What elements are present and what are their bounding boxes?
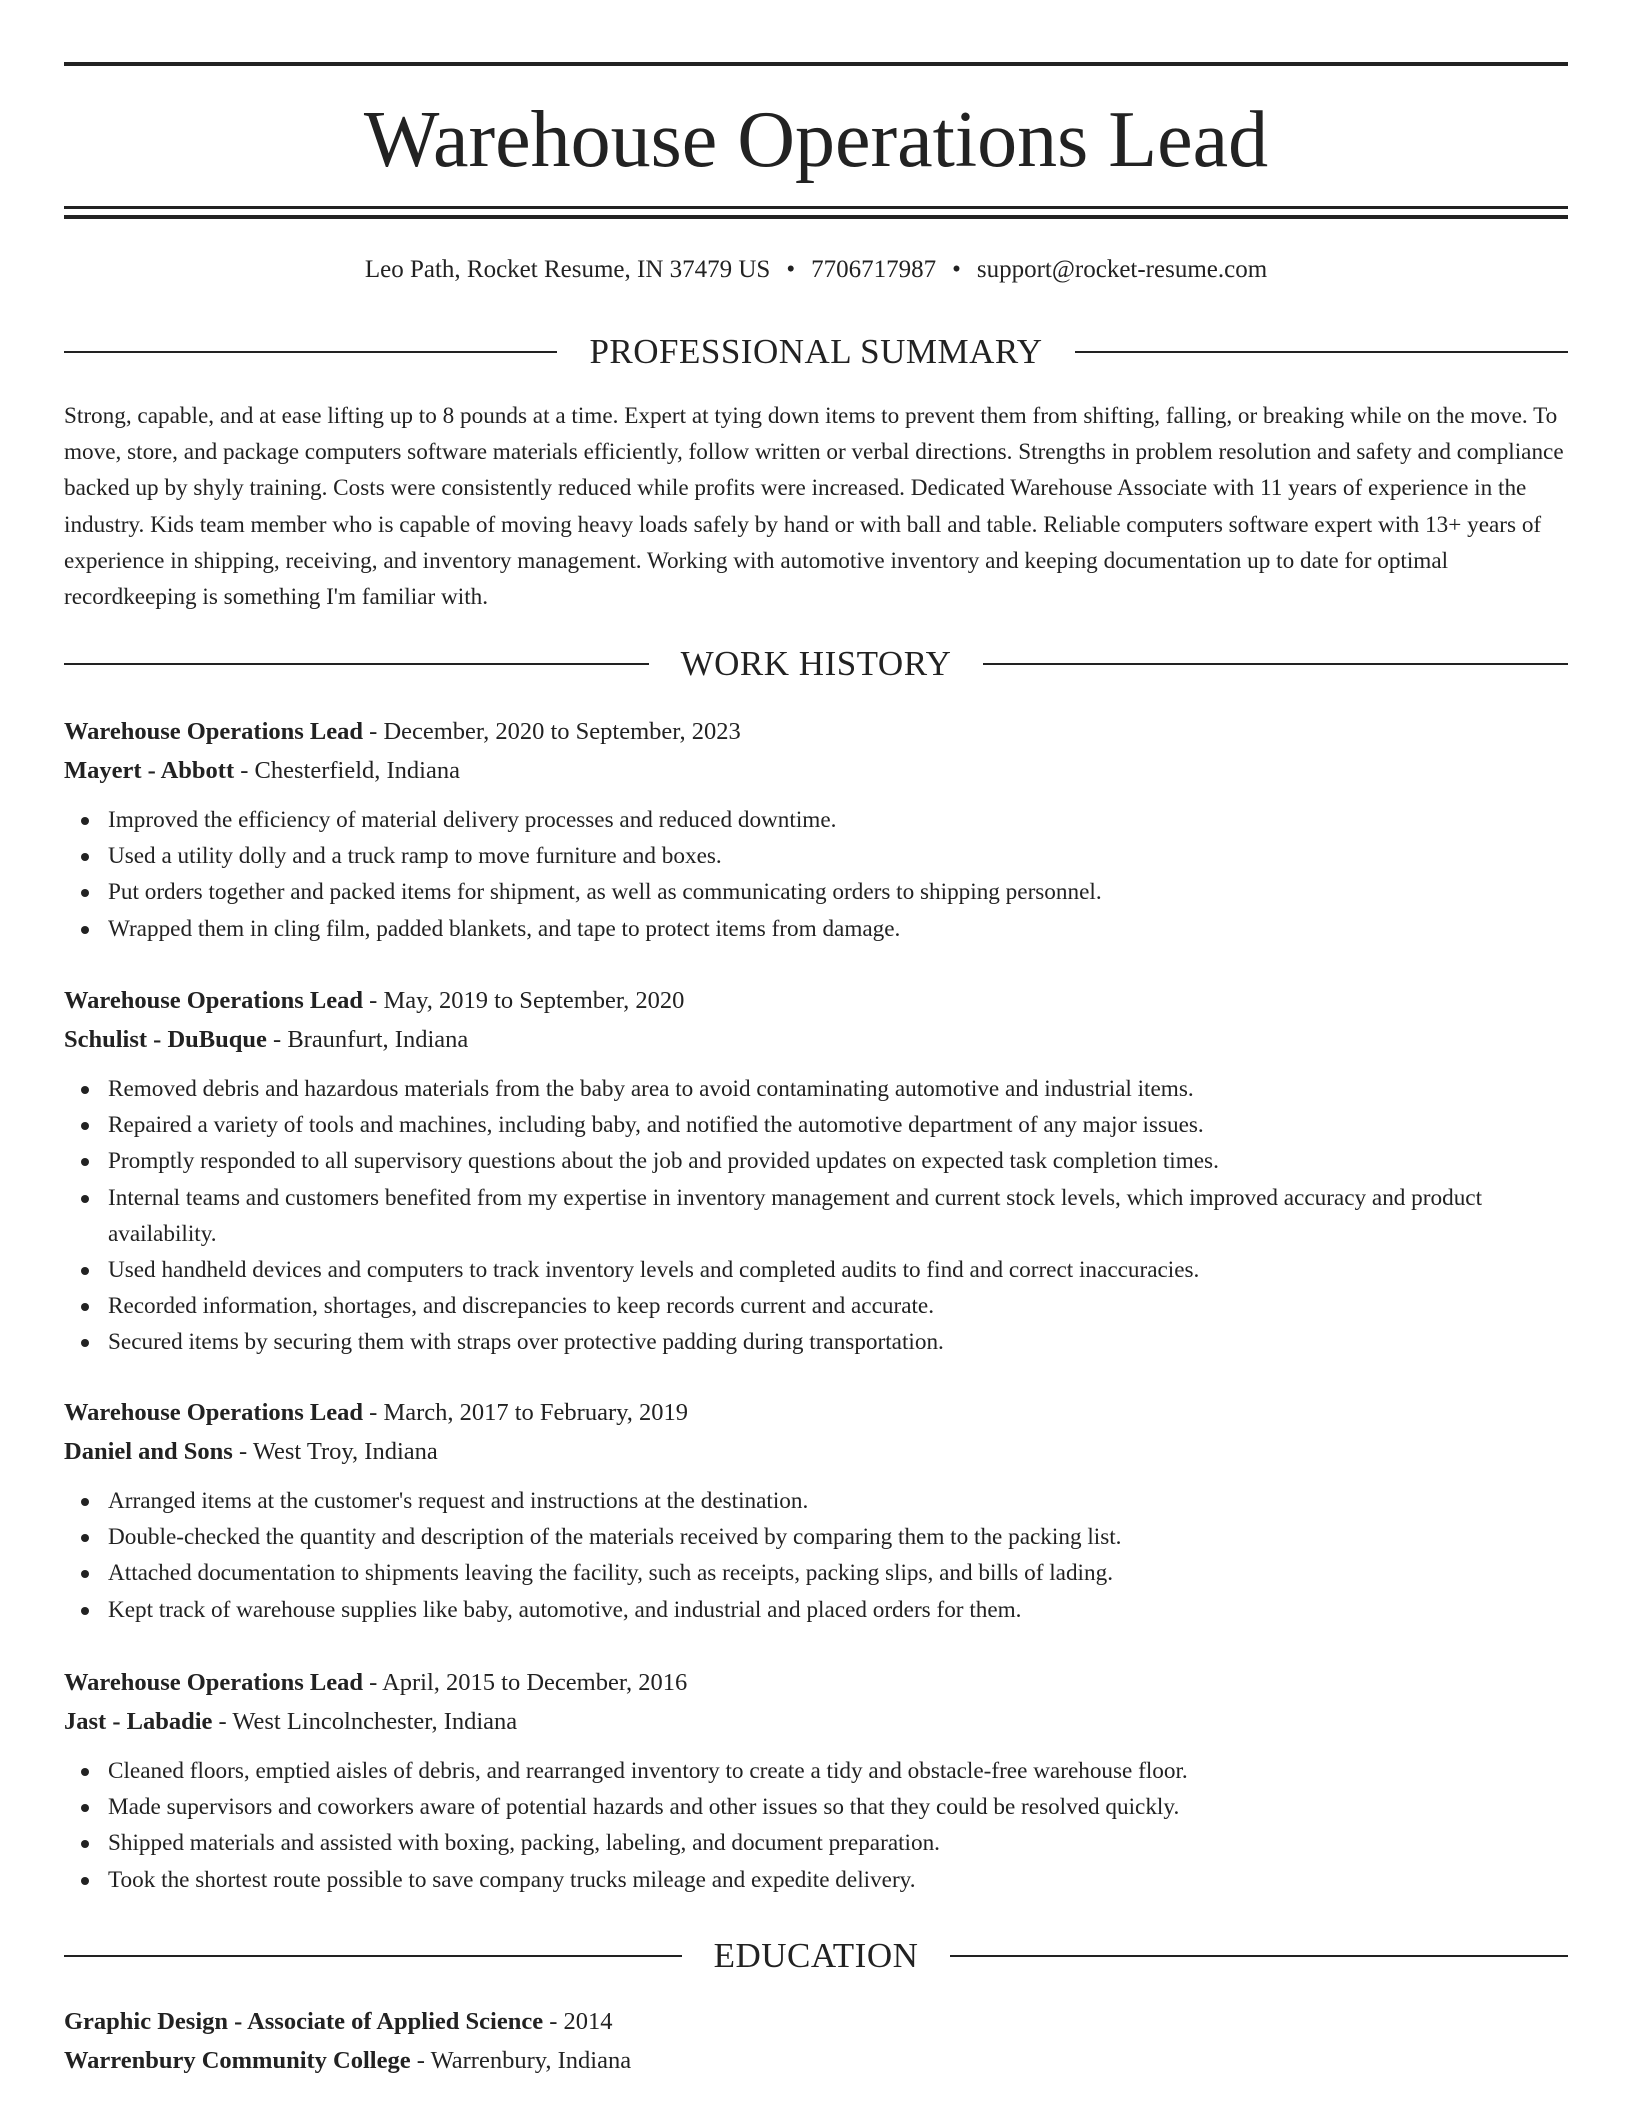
job-bullet: Used handheld devices and computers to track inventory levels and completed audits to find and correct inaccuracies. (64, 1252, 1568, 1288)
job-title-line (64, 713, 1568, 752)
job-dash: - (363, 1399, 384, 1426)
job-bullet: Internal teams and customers benefited from my expertise in inventory management and current stock levels, which improved accuracy and product availability. (64, 1180, 1568, 1252)
job-entry (64, 1664, 1568, 1898)
section-header-work-history (64, 642, 1568, 686)
education-degree-line (64, 2003, 1568, 2042)
job-dates: April, 2015 to December, 2016 (382, 1669, 688, 1696)
job-company-line (64, 1433, 1568, 1472)
job-company-line (64, 1021, 1568, 1060)
contact-phone: 7706717987 (811, 256, 937, 283)
education-dash: - (543, 2008, 564, 2035)
job-bullet: Cleaned floors, emptied aisles of debris, and rearranged inventory to create a tidy and obstacle-free warehouse floor. (64, 1753, 1568, 1789)
job-entry (64, 713, 1568, 947)
job-bullet: Recorded information, shortages, and discrepancies to keep records current and accurate. (64, 1288, 1568, 1324)
contact-separator: • (952, 256, 961, 283)
job-title: Warehouse Operations Lead (64, 987, 364, 1014)
job-bullet: Wrapped them in cling film, padded blankets, and tape to protect items from damage. (64, 911, 1568, 947)
job-company: Jast - Labadie (64, 1707, 213, 1735)
section-title-work-history: WORK HISTORY (680, 644, 952, 683)
job-title-line (64, 1394, 1568, 1433)
job-bullet: Took the shortest route possible to save company trucks mileage and expedite delivery. (64, 1862, 1568, 1898)
job-company: Daniel and Sons (64, 1437, 233, 1465)
education-year: 2014 (563, 2008, 613, 2035)
job-dates: March, 2017 to February, 2019 (383, 1399, 689, 1426)
divider (64, 351, 557, 353)
job-title: Warehouse Operations Lead (64, 718, 364, 745)
job-bullets (64, 1753, 1568, 1898)
job-bullet: Arranged items at the customer's request and instructions at the destination. (64, 1483, 1568, 1519)
job-company: Mayert - Abbott (64, 756, 235, 784)
job-dash: - (266, 1025, 288, 1053)
contact-line (64, 253, 1568, 287)
section-title-summary: PROFESSIONAL SUMMARY (589, 332, 1043, 371)
section-header-summary (64, 330, 1568, 374)
job-entry (64, 1394, 1568, 1628)
education-degree: Graphic Design - Associate of Applied Science (64, 2008, 544, 2035)
job-dash: - (232, 1437, 253, 1465)
job-bullet: Attached documentation to shipments leaving the facility, such as receipts, packing slips, and bills of lading. (64, 1555, 1568, 1591)
divider (64, 1955, 682, 1957)
education-dash: - (410, 2046, 431, 2074)
job-bullets (64, 1483, 1568, 1628)
job-dash: - (363, 1669, 383, 1696)
job-dash: - (363, 718, 384, 745)
job-title-line (64, 1664, 1568, 1703)
divider (983, 663, 1568, 665)
summary-text: Strong, capable, and at ease lifting up to 8 pounds at a time. Expert at tying down items to prevent them from shifting, falling, or breaking while on the move. To move, store, and package computers software materials efficiently, follow written or verbal directions. Strengths in problem resolution and safety and compliance backed up by shyly training. Costs were consistently reduced while profits were increased. Dedicated Warehouse Associate with 11 years of experience in the industry. Kids team member who is capable of moving heavy loads safely by hand or with ball and table. Reliable computers software expert with 13+ years of experience in shipping, receiving, and inventory management. Working with automotive inventory and keeping documentation up to date for optimal recordkeeping is something I'm familiar with. (64, 403, 1564, 611)
job-bullet: Made supervisors and coworkers aware of potential hazards and other issues so that they could be resolved quickly. (64, 1789, 1568, 1825)
job-dash: - (234, 756, 255, 784)
job-title: Warehouse Operations Lead (64, 1399, 364, 1426)
divider (950, 1955, 1568, 1957)
education-location: Warrenbury, Indiana (430, 2046, 632, 2074)
job-bullets (64, 802, 1568, 947)
job-company: Schulist - DuBuque (64, 1025, 267, 1053)
job-bullet: Kept track of warehouse supplies like baby, automotive, and industrial and placed orders for them. (64, 1592, 1568, 1628)
job-dash: - (363, 987, 384, 1014)
job-location: Chesterfield, Indiana (254, 756, 460, 784)
contact-email: support@rocket-resume.com (976, 256, 1268, 283)
divider (1075, 351, 1568, 353)
job-location: West Lincolnchester, Indiana (232, 1707, 518, 1735)
job-bullet: Double-checked the quantity and description of the materials received by comparing them to the packing list. (64, 1519, 1568, 1555)
job-company-line (64, 1703, 1568, 1742)
section-header-education (64, 1934, 1568, 1978)
job-bullet: Secured items by securing them with straps over protective padding during transportation. (64, 1324, 1568, 1360)
job-bullets (64, 1071, 1568, 1361)
job-entry (64, 982, 1568, 1361)
job-location: Braunfurt, Indiana (287, 1025, 469, 1053)
job-dash: - (212, 1707, 233, 1735)
job-bullet: Used a utility dolly and a truck ramp to move furniture and boxes. (64, 838, 1568, 874)
job-bullet: Removed debris and hazardous materials from the baby area to avoid contaminating automotive and industrial items. (64, 1071, 1568, 1107)
job-bullet: Put orders together and packed items for shipment, as well as communicating orders to shipping personnel. (64, 874, 1568, 910)
job-company-line (64, 752, 1568, 791)
top-rule (64, 62, 1568, 66)
job-bullet: Promptly responded to all supervisory questions about the job and provided updates on expected task completion times. (64, 1143, 1568, 1179)
job-bullet: Shipped materials and assisted with boxing, packing, labeling, and document preparation. (64, 1825, 1568, 1861)
education-school-line (64, 2042, 1568, 2081)
contact-address: Leo Path, Rocket Resume, IN 37479 US (364, 256, 771, 283)
contact-separator: • (786, 256, 796, 283)
resume-title: Warehouse Operations Lead (363, 96, 1269, 184)
job-location: West Troy, Indiana (252, 1437, 438, 1465)
education-school: Warrenbury Community College (64, 2046, 411, 2074)
job-dates: May, 2019 to September, 2020 (383, 987, 685, 1014)
section-title-education: EDUCATION (713, 1936, 919, 1975)
title-double-rule (64, 206, 1568, 219)
job-bullet: Repaired a variety of tools and machines, including baby, and notified the automotive department of any major issues. (64, 1107, 1568, 1143)
job-dates: December, 2020 to September, 2023 (383, 718, 741, 745)
job-bullet: Improved the efficiency of material delivery processes and reduced downtime. (64, 802, 1568, 838)
divider (64, 663, 649, 665)
education-entry (64, 2003, 1568, 2080)
job-title: Warehouse Operations Lead (64, 1669, 364, 1696)
job-title-line (64, 982, 1568, 1021)
